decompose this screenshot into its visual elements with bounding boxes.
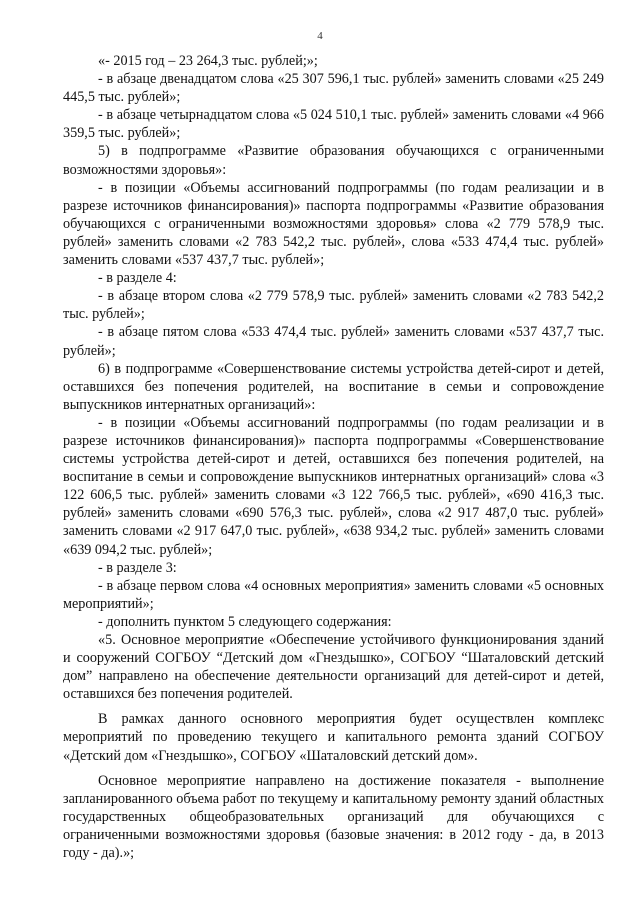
paragraph: - в абзаце первом слова «4 основных мероприятия» заменить словами «5 основных мероприятий»;	[63, 577, 604, 612]
paragraph: 5) в подпрограмме «Развитие образования обучающихся с ограниченными возможностями здоровья»:	[63, 143, 604, 178]
paragraph: - в разделе 3:	[98, 559, 177, 576]
paragraph: - дополнить пунктом 5 следующего содержания:	[98, 613, 392, 630]
paragraph: «- 2015 год – 23 264,3 тыс. рублей;»;	[98, 53, 318, 69]
paragraph: - в позиции «Объемы ассигнований подпрограммы (по годам реализации и в разрезе источников финансирования)» паспорта подпрограммы «Совершенствование системы устройства детей-сирот и детей, оставшихся без попечения родителей, на воспитание в семьи и сопровождение выпускников интернатных организаций» слова «3 122 606,5 тыс. рублей» заменить словами «3 122 766,5 тыс. рублей», «690 416,3 тыс. рублей» заменить словами «690 576,3 тыс. рублей», слова «2 917 487,0 тыс. рублей» заменить словами «2 917 647,0 тыс. рублей», «638 934,2 тыс. рублей» заменить словами «639 094,2 тыс. рублей»;	[63, 414, 604, 558]
paragraph: «5. Основное мероприятие «Обеспечение устойчивого функционирования зданий и сооружений СОГБОУ “Детский дом «Гнездышко», СОГБОУ “Шаталовский детский дом” направлено на обеспечение деятельности организаций для детей-сирот и детей, оставшихся без попечения родителей.	[63, 632, 604, 703]
page-number: 4	[317, 30, 323, 42]
paragraph: - в абзаце пятом слова «533 474,4 тыс. рублей» заменить словами «537 437,7 тыс. рублей»;	[63, 324, 604, 359]
paragraph: Основное мероприятие направлено на достижение показателя - выполнение запланированного объема работ по текущему и капитальному ремонту зданий областных государственных общеобразовательных организаций для обучающихся с ограниченными возможностями здоровья (базовые значения: в 2012 году - да, в 2013 году - да).»;	[63, 772, 604, 862]
paragraph: - в абзаце втором слова «2 779 578,9 тыс. рублей» заменить словами «2 783 542,2 тыс. рублей»;	[63, 288, 604, 323]
paragraph: - в абзаце четырнадцатом слова «5 024 510,1 тыс. рублей» заменить словами «4 966 359,5 тыс. рублей»;	[63, 107, 604, 142]
paragraph: - в позиции «Объемы ассигнований подпрограммы (по годам реализации и в разрезе источников финансирования)» паспорта подпрограммы «Развитие образования обучающихся с ограниченными возможностями здоровья» слова «2 779 578,9 тыс. рублей» заменить словами «2 783 542,2 тыс. рублей», слова «533 474,4 тыс. рублей» заменить словами «537 437,7 тыс. рублей»;	[63, 179, 604, 269]
paragraph: - в разделе 4:	[98, 270, 177, 287]
paragraph: - в абзаце двенадцатом слова «25 307 596,1 тыс. рублей» заменить словами «25 249 445,5 тыс. рублей»;	[63, 71, 604, 106]
paragraph: 6) в подпрограмме «Совершенствование системы устройства детей-сирот и детей, оставшихся без попечения родителей, на воспитание в семьи и сопровождение выпускников интернатных организаций»:	[63, 360, 604, 413]
paragraph: В рамках данного основного мероприятия будет осуществлен комплекс мероприятий по проведению текущего и капитального ремонта зданий СОГБОУ «Детский дом «Гнездышко», СОГБОУ «Шаталовский детский дом».	[63, 711, 604, 764]
document-body	[63, 52, 604, 862]
